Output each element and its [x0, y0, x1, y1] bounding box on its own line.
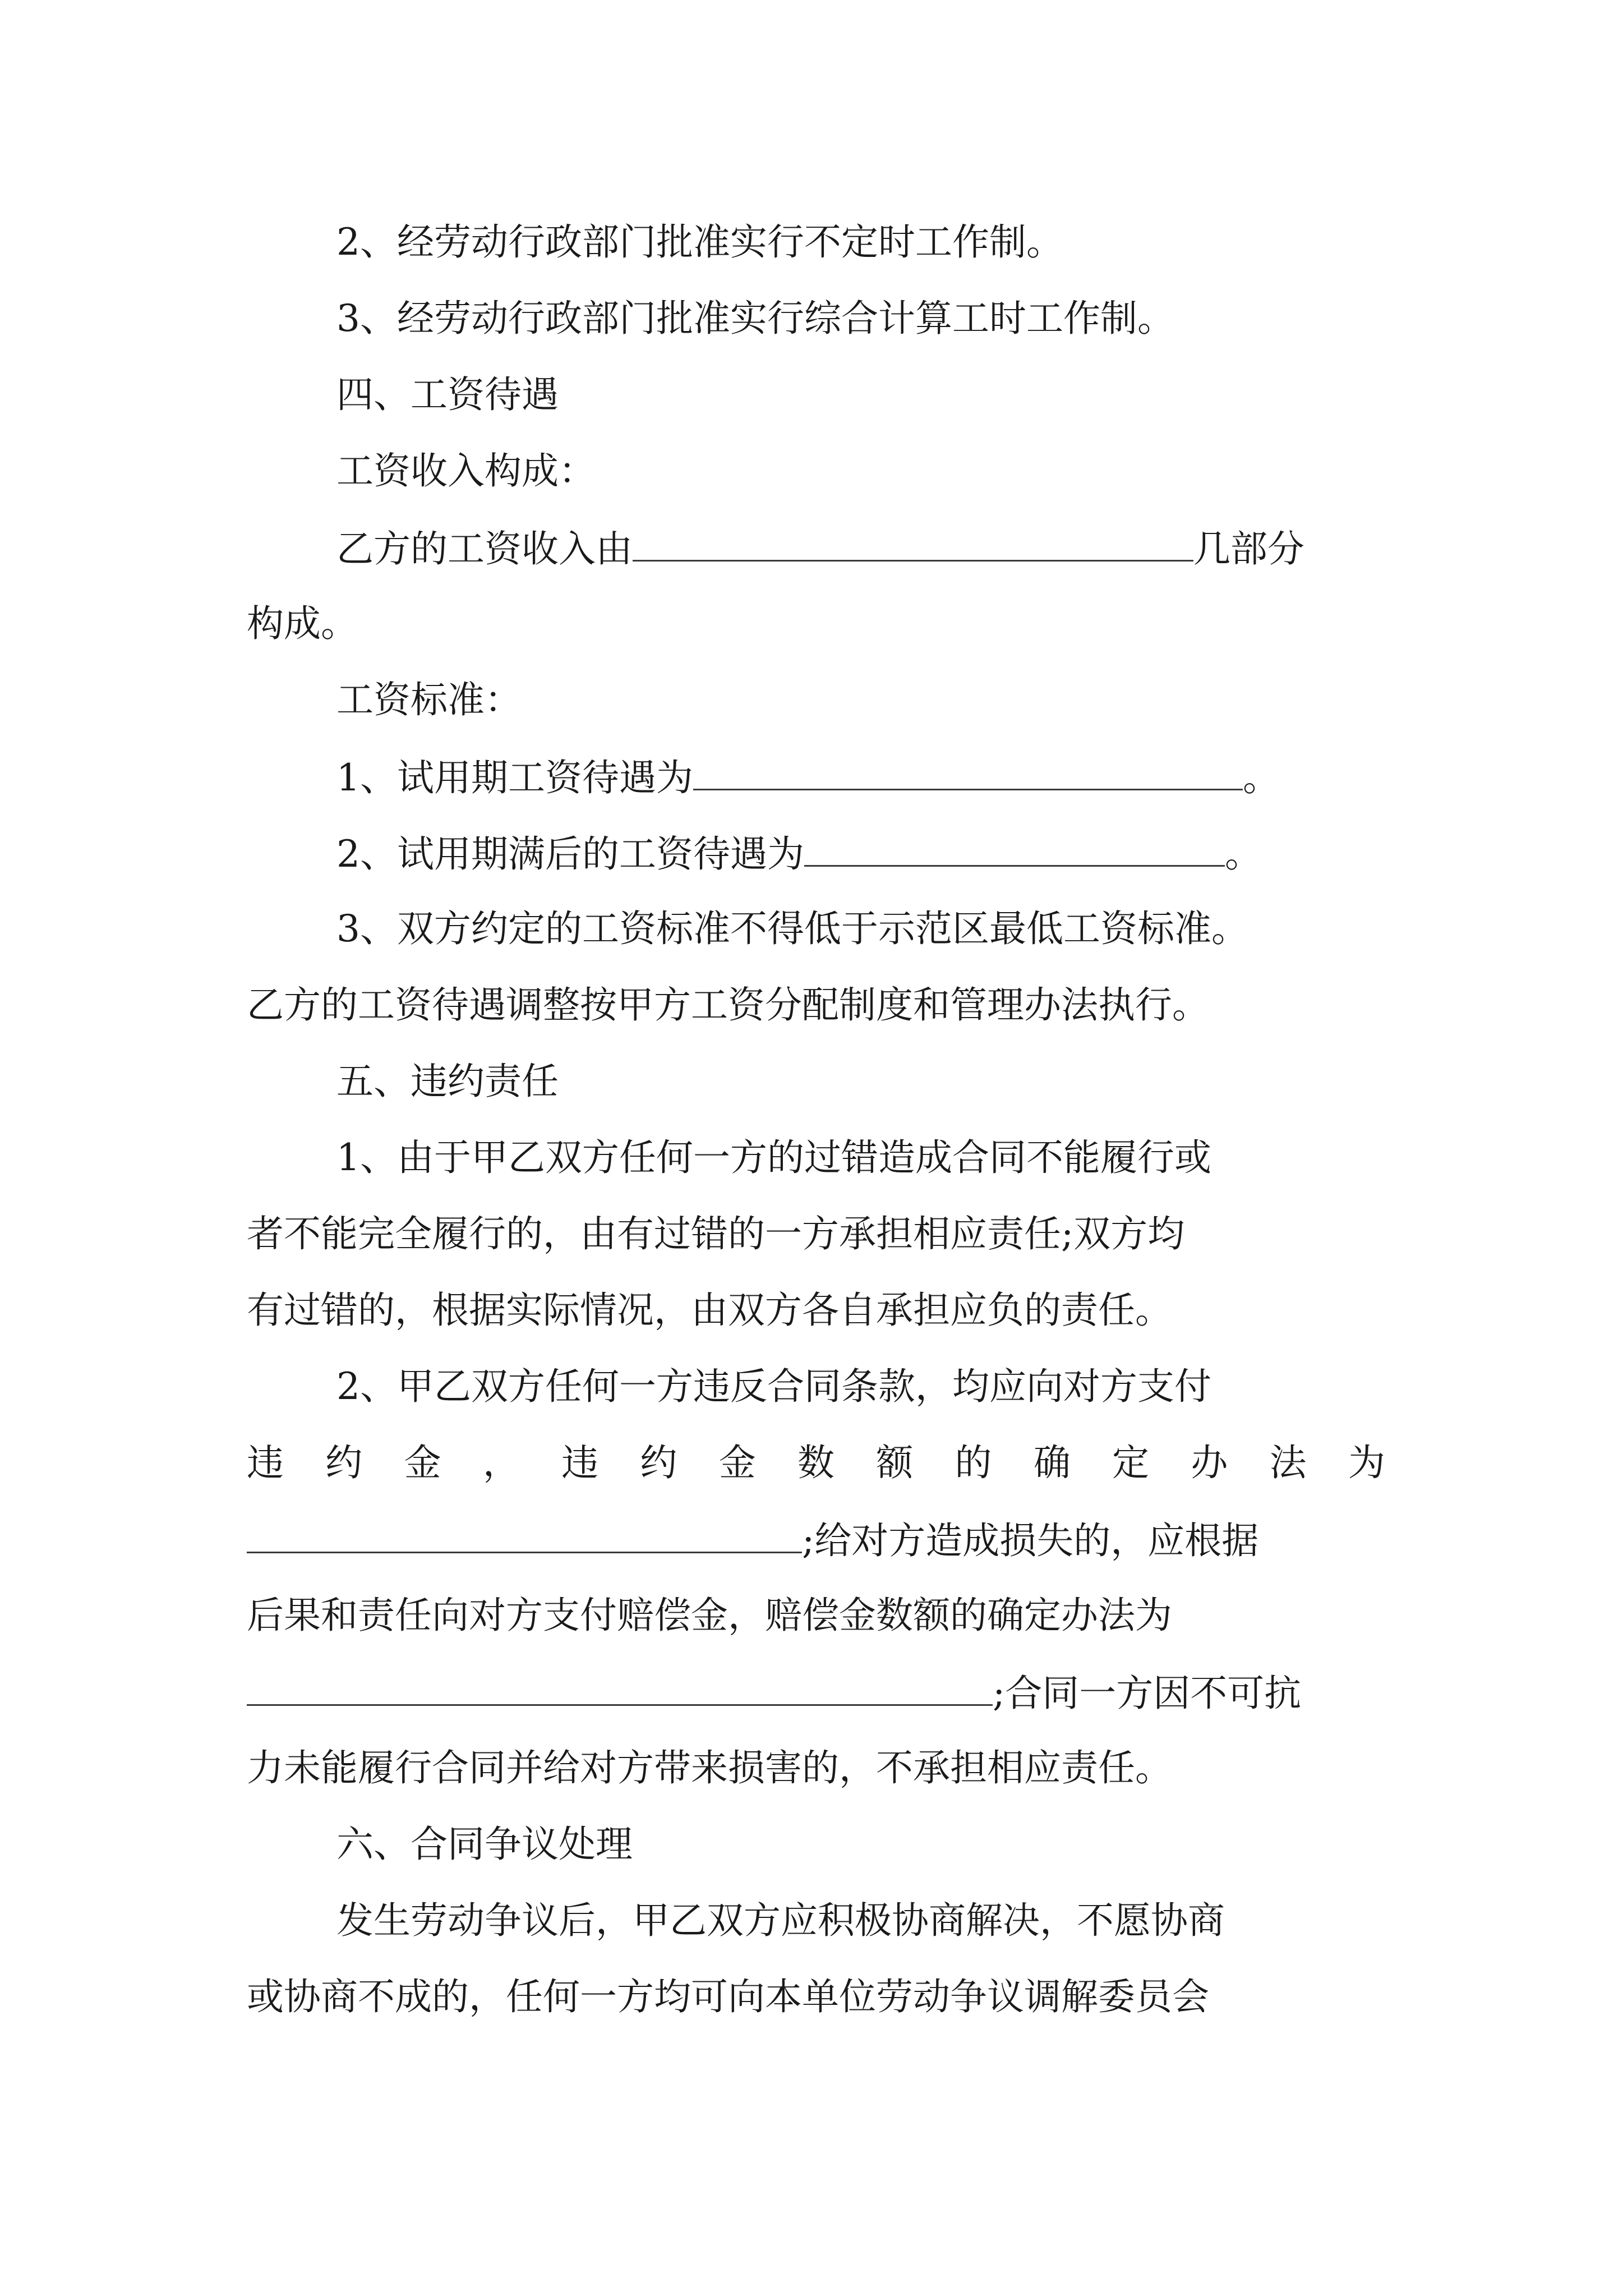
fill-in-blank[interactable]	[247, 1669, 993, 1706]
line-text: 乙方的工资收入由	[336, 527, 633, 570]
paragraph-line	[336, 525, 1304, 570]
line-text: ;合同一方因不可抗	[993, 1672, 1302, 1715]
justified-char: 办	[1191, 1441, 1228, 1484]
justified-char: 法	[1269, 1441, 1307, 1484]
paragraph-line: 乙方的工资待遇调整按甲方工资分配制度和管理办法执行。	[247, 983, 1209, 1027]
paragraph-line: 者不能完全履行的，由有过错的一方承担相应责任;双方均	[247, 1212, 1185, 1255]
justified-char: 约	[640, 1441, 677, 1484]
fill-in-blank[interactable]	[804, 830, 1225, 867]
paragraph-line: 2、甲乙双方任何一方违反合同条款，均应向对方支付	[336, 1365, 1211, 1408]
paragraph-line: 2、经劳动行政部门批准实行不定时工作制。	[336, 220, 1063, 264]
paragraph-line: 1、由于甲乙双方任何一方的过错造成合同不能履行或	[336, 1136, 1211, 1179]
line-text: 。	[1225, 832, 1262, 876]
paragraph-line: 构成。	[247, 602, 358, 645]
paragraph-line: 发生劳动争议后，甲乙双方应积极协商解决，不愿协商	[336, 1899, 1225, 1942]
paragraph-line	[247, 1517, 1258, 1562]
justified-char: 金	[404, 1441, 441, 1484]
paragraph-line	[336, 830, 1262, 875]
paragraph-line	[247, 1669, 1301, 1714]
justified-char: 约	[325, 1441, 363, 1484]
paragraph-line: 力未能履行合同并给对方带来损害的，不承担相应责任。	[247, 1746, 1172, 1789]
line-text: 1、试用期工资待遇为	[336, 756, 693, 799]
paragraph-line	[336, 754, 1280, 799]
justified-char: 的	[955, 1441, 992, 1484]
line-text: 。	[1243, 756, 1280, 799]
justified-char: 为	[1348, 1441, 1385, 1484]
fill-in-blank[interactable]	[633, 525, 1193, 562]
paragraph-line: 有过错的，根据实际情况，由双方各自承担应负的责任。	[247, 1289, 1172, 1332]
subheading: 工资标准：	[336, 678, 522, 721]
line-text: 2、试用期满后的工资待遇为	[336, 832, 804, 876]
justified-char: 数	[797, 1441, 834, 1484]
paragraph-line: 后果和责任向对方支付赔偿金，赔偿金数额的确定办法为	[247, 1594, 1172, 1637]
section-heading: 五、违约责任	[336, 1060, 559, 1103]
paragraph-line: 3、双方约定的工资标准不得低于示范区最低工资标准。	[336, 907, 1248, 950]
justified-char: 确	[1033, 1441, 1071, 1484]
fill-in-blank[interactable]	[247, 1517, 802, 1553]
justified-char: 额	[876, 1441, 914, 1484]
justified-char: 违	[247, 1441, 284, 1484]
justified-char: 金	[718, 1441, 756, 1484]
paragraph-line: 3、经劳动行政部门批准实行综合计算工时工作制。	[336, 297, 1174, 340]
line-text: 几部分	[1193, 527, 1304, 570]
subheading: 工资收入构成：	[336, 449, 596, 493]
justified-line	[247, 1441, 1385, 1485]
section-heading: 四、工资待遇	[336, 373, 559, 416]
section-heading: 六、合同争议处理	[336, 1823, 633, 1866]
line-text: ;给对方造成损失的，应根据	[802, 1519, 1259, 1562]
fill-in-blank[interactable]	[693, 754, 1243, 790]
paragraph-line: 或协商不成的，任何一方均可向本单位劳动争议调解委员会	[247, 1975, 1209, 2018]
justified-char: 定	[1112, 1441, 1150, 1484]
justified-char: ，	[482, 1441, 520, 1484]
justified-char: 违	[561, 1441, 599, 1484]
